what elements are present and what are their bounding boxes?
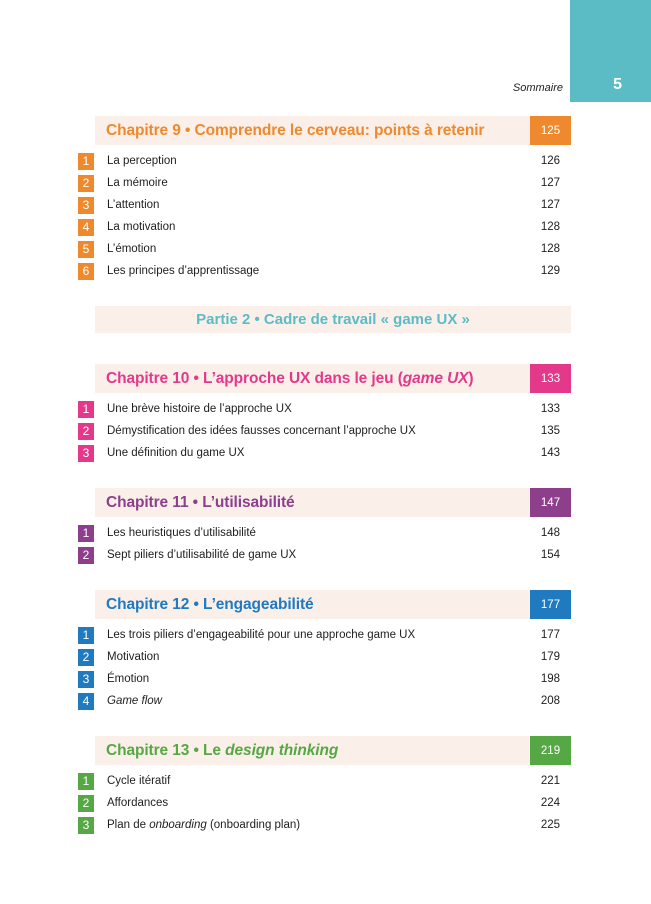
- toc-entry[interactable]: [78, 524, 560, 542]
- entry-label: [107, 695, 541, 707]
- toc-entry[interactable]: [78, 648, 560, 666]
- entry-label: Sept piliers d’utilisabilité de game UX: [107, 549, 297, 561]
- toc-entry[interactable]: [78, 692, 560, 710]
- entry-page: 127: [540, 199, 560, 211]
- chapter-11-page: 147: [530, 488, 571, 517]
- entry-number-badge: 2: [78, 547, 94, 564]
- chapter-13-title-em: design thinking: [225, 741, 339, 759]
- entry-page: 129: [540, 265, 560, 277]
- entry-page: 221: [540, 775, 560, 787]
- entry-number-badge: 3: [78, 445, 94, 462]
- entry-label: Émotion: [107, 673, 150, 685]
- entry-page: 208: [540, 695, 560, 707]
- chapter-13-title: [106, 742, 338, 760]
- entry-label: Les trois piliers d’engageabilité pour une approche game UX: [107, 629, 416, 641]
- entry-page: 225: [540, 819, 560, 831]
- toc-entry[interactable]: [78, 794, 560, 812]
- chapter-13-title-prefix: Chapitre 13 • Le: [106, 741, 226, 759]
- chapter-12-page: 177: [530, 590, 571, 619]
- entry-page: 224: [540, 797, 560, 809]
- entry-label-suffix: (onboarding plan): [206, 819, 301, 831]
- entry-label-em: Game flow: [107, 695, 162, 707]
- entry-page: 128: [540, 221, 560, 233]
- entry-number-badge: 3: [78, 671, 94, 688]
- toc-entry[interactable]: [78, 240, 560, 258]
- toc-entry[interactable]: [78, 422, 560, 440]
- entry-number-badge: 1: [78, 773, 94, 790]
- chapter-9-page: 125: [530, 116, 571, 145]
- entry-label: L’attention: [107, 199, 160, 211]
- entry-number-badge: 3: [78, 817, 94, 834]
- entry-page: 148: [540, 527, 560, 539]
- chapter-10-title-suffix: ): [468, 369, 474, 387]
- chapter-10-heading[interactable]: [95, 364, 571, 393]
- entry-page: 127: [540, 177, 560, 189]
- entry-page: 198: [540, 673, 560, 685]
- entry-page: 133: [540, 403, 560, 415]
- chapter-10-title: [106, 370, 473, 388]
- toc-entry[interactable]: [78, 670, 560, 688]
- toc-entry[interactable]: [78, 262, 560, 280]
- entry-number-badge: 3: [78, 197, 94, 214]
- entry-page: 179: [540, 651, 560, 663]
- entry-page: 177: [540, 629, 560, 641]
- entry-number-badge: 1: [78, 153, 94, 170]
- entry-number-badge: 2: [78, 423, 94, 440]
- chapter-11-title: Chapitre 11 • L’utilisabilité: [106, 493, 295, 511]
- entry-page: 128: [540, 243, 560, 255]
- toc-entry[interactable]: [78, 196, 560, 214]
- entry-label-prefix: Plan de: [107, 819, 150, 831]
- part-2-heading[interactable]: Partie 2 • Cadre de travail « game UX »: [95, 306, 571, 333]
- toc-entry[interactable]: [78, 772, 560, 790]
- entry-label: La mémoire: [107, 177, 168, 189]
- chapter-13-heading[interactable]: [95, 736, 571, 765]
- entry-label: Motivation: [107, 651, 160, 663]
- chapter-9-title: Chapitre 9 • Comprendre le cerveau: points à retenir: [106, 121, 485, 139]
- entry-page: 126: [540, 155, 560, 167]
- chapter-10-page: 133: [530, 364, 571, 393]
- toc-entry[interactable]: [78, 626, 560, 644]
- entry-label: La perception: [107, 155, 177, 167]
- chapter-10-title-em: game UX: [402, 369, 469, 387]
- toc-entry[interactable]: [78, 816, 560, 834]
- chapter-12-title: Chapitre 12 • L’engageabilité: [106, 595, 314, 613]
- entry-label: Démystification des idées fausses concernant l’approche UX: [107, 425, 416, 437]
- entry-number-badge: 1: [78, 401, 94, 418]
- toc-entry[interactable]: [78, 174, 560, 192]
- entry-label: Une définition du game UX: [107, 447, 245, 459]
- entry-number-badge: 1: [78, 627, 94, 644]
- chapter-12-heading[interactable]: [95, 590, 571, 619]
- entry-number-badge: 2: [78, 795, 94, 812]
- entry-number-badge: 2: [78, 649, 94, 666]
- entry-page: 143: [540, 447, 560, 459]
- entry-label: La motivation: [107, 221, 176, 233]
- page-number-tab: [570, 0, 651, 102]
- entry-label: Les heuristiques d’utilisabilité: [107, 527, 256, 539]
- entry-number-badge: 2: [78, 175, 94, 192]
- chapter-10-title-prefix: Chapitre 10 • L’approche UX dans le jeu (: [106, 369, 403, 387]
- entry-label: Affordances: [107, 797, 169, 809]
- entry-page: 135: [540, 425, 560, 437]
- toc-entry[interactable]: [78, 444, 560, 462]
- page-number: 5: [613, 76, 622, 93]
- entry-label: Cycle itératif: [107, 775, 171, 787]
- chapter-9-heading[interactable]: [95, 116, 571, 145]
- entry-label: Les principes d’apprentissage: [107, 265, 260, 277]
- entry-page: 154: [540, 549, 560, 561]
- toc-entry[interactable]: [78, 400, 560, 418]
- entry-label-em: onboarding: [149, 819, 207, 831]
- chapter-13-page: 219: [530, 736, 571, 765]
- entry-label: Une brève histoire de l’approche UX: [107, 403, 292, 415]
- chapter-11-heading[interactable]: [95, 488, 571, 517]
- entry-number-badge: 1: [78, 525, 94, 542]
- entry-number-badge: 6: [78, 263, 94, 280]
- entry-label: [107, 819, 541, 831]
- entry-number-badge: 4: [78, 693, 94, 710]
- toc-entry[interactable]: [78, 152, 560, 170]
- entry-number-badge: 4: [78, 219, 94, 236]
- running-head: Sommaire: [512, 82, 563, 94]
- entry-label: L’émotion: [107, 243, 157, 255]
- toc-entry[interactable]: [78, 218, 560, 236]
- toc-entry[interactable]: [78, 546, 560, 564]
- entry-number-badge: 5: [78, 241, 94, 258]
